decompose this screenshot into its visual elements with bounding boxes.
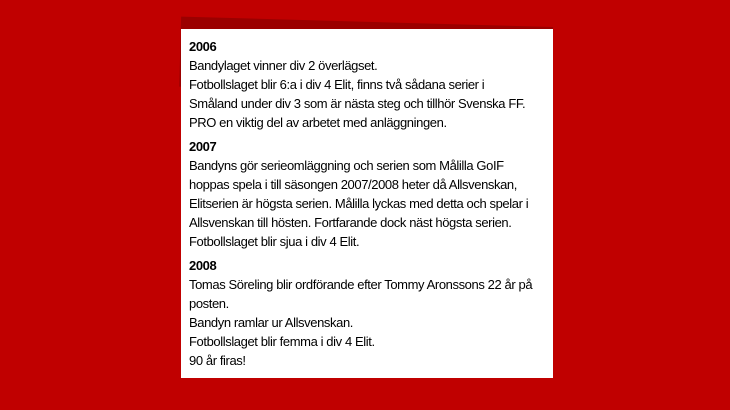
text-line: Bandyn ramlar ur Allsvenskan. (189, 315, 353, 330)
year-heading: 2008 (189, 258, 217, 273)
text-line: Bandylaget vinner div 2 överlägset. (189, 58, 378, 73)
year-section-2007 (189, 137, 549, 251)
text-line: Fotbollslaget blir femma i div 4 Elit. (189, 334, 375, 349)
text-line: Bandyns gör serieomläggning och serien som Målilla GoIF (189, 158, 504, 173)
text-line: Småland under div 3 som är nästa steg och tillhör Svenska FF. (189, 96, 526, 111)
text-line: Elitserien är högsta serien. Målilla lyckas med detta och spelar i (189, 196, 529, 211)
text-line: Tomas Söreling blir ordförande efter Tommy Aronssons 22 år på (189, 277, 533, 292)
text-line: Fotbollslaget blir 6:a i div 4 Elit, finns två sådana serier i (189, 77, 485, 92)
text-line: PRO en viktig del av arbetet med anläggningen. (189, 115, 447, 130)
text-line: Allsvenskan till hösten. Fortfarande dock näst högsta serien. (189, 215, 512, 230)
text-line: 90 år firas! (189, 353, 246, 368)
text-line: hoppas spela i till säsongen 2007/2008 heter då Allsvenskan, (189, 177, 517, 192)
year-section-2008 (189, 256, 549, 370)
year-heading: 2006 (189, 39, 217, 54)
text-line: Fotbollslaget blir sjua i div 4 Elit. (189, 234, 360, 249)
year-heading: 2007 (189, 139, 217, 154)
text-line: posten. (189, 296, 229, 311)
slide-text-box (181, 29, 553, 378)
year-section-2006 (189, 37, 549, 132)
